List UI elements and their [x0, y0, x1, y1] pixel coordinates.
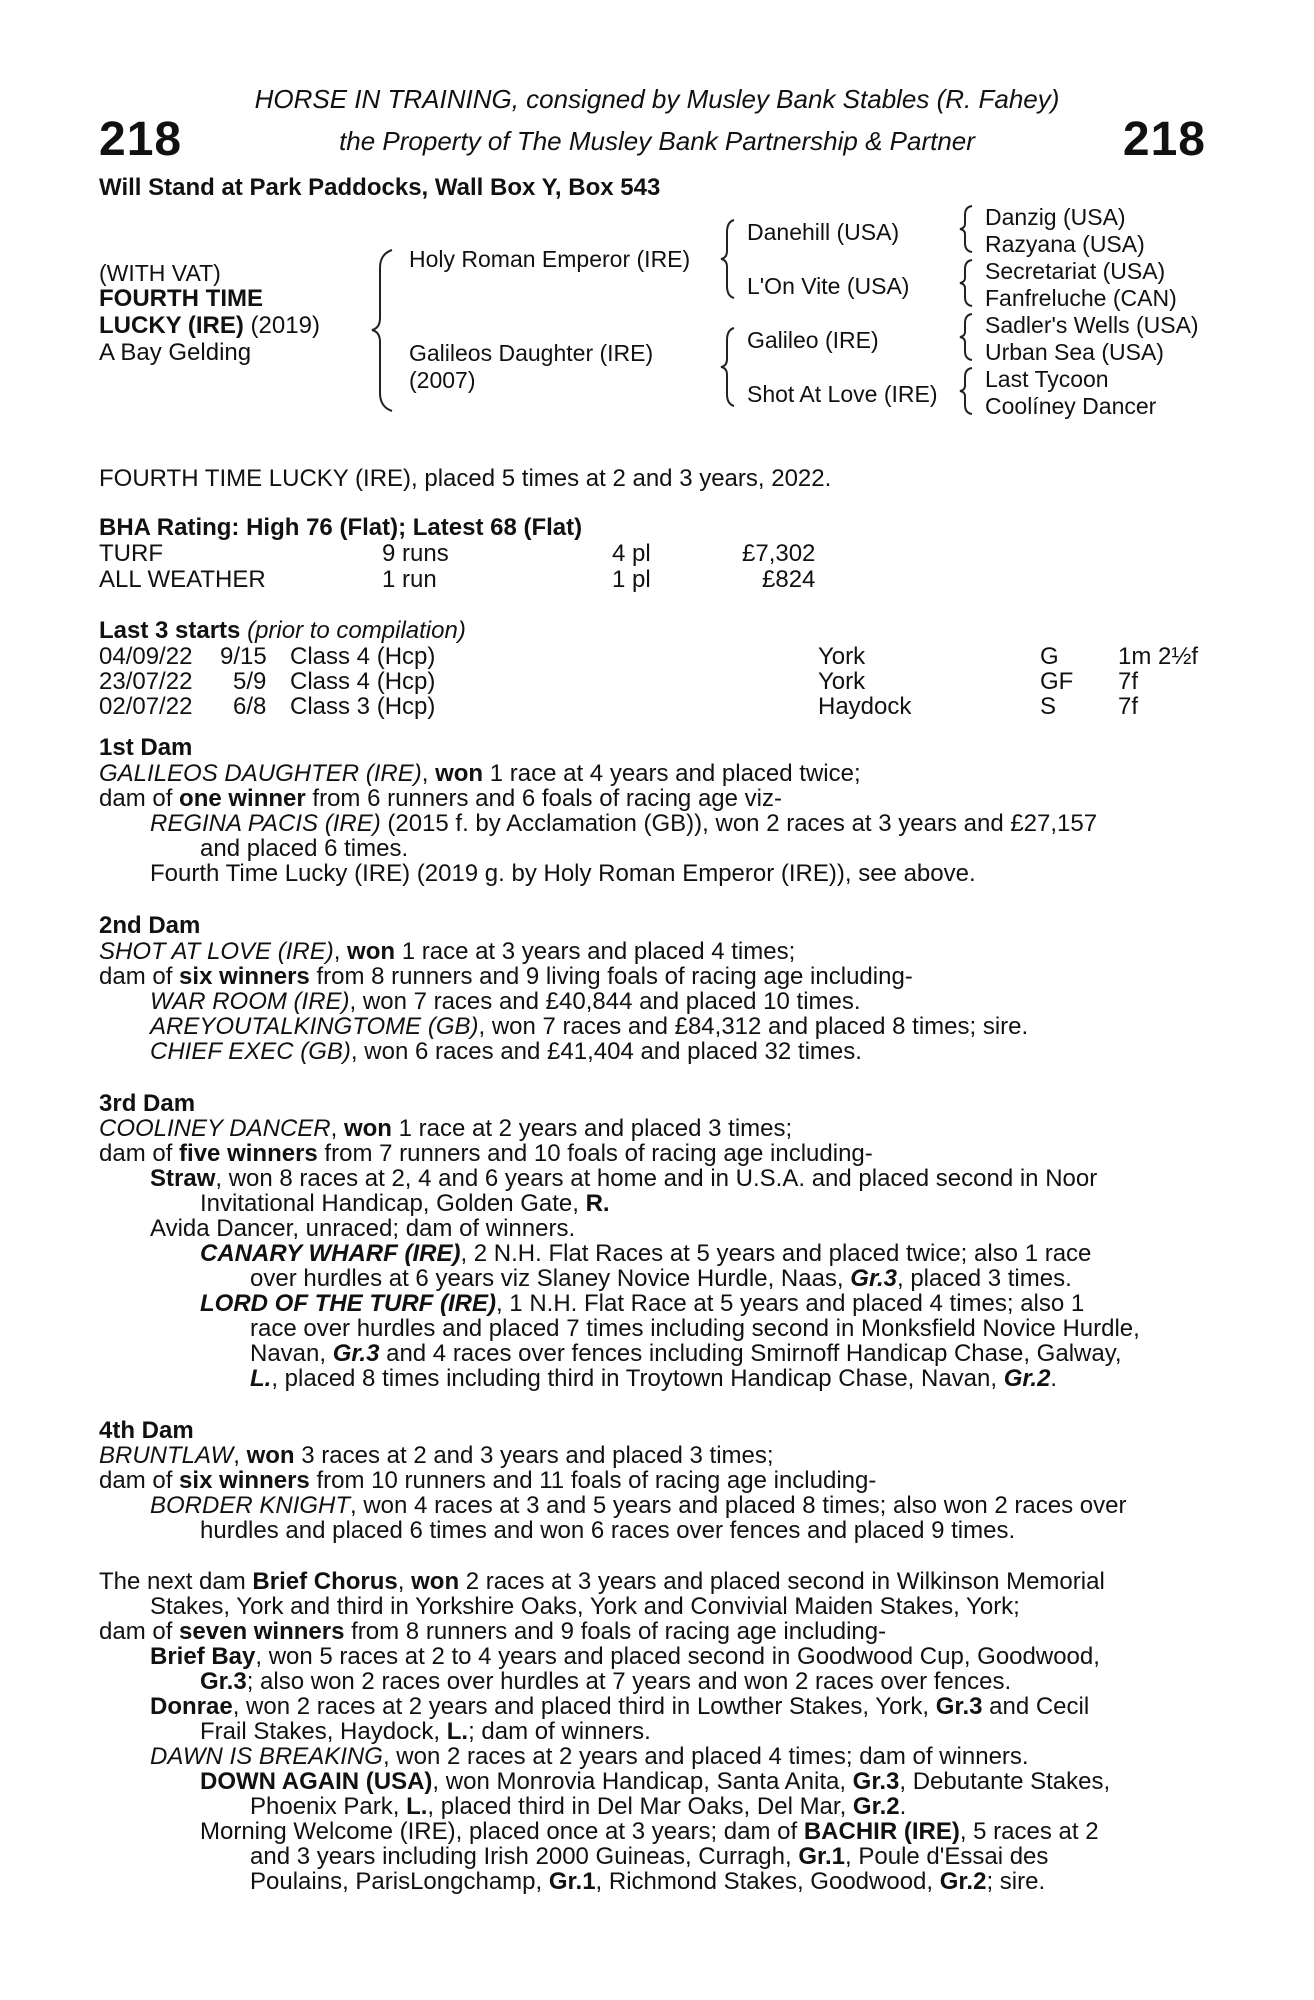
dam4-line: [99, 1467, 876, 1495]
pedigree-sds: Secretariat (USA): [985, 258, 1166, 284]
text-run: Gr.3: [850, 1265, 897, 1292]
start-position: 6/8: [233, 693, 267, 720]
text-run: seven winners: [179, 1618, 345, 1645]
text-run: from 8 runners and 9 foals of racing age including-: [344, 1618, 887, 1645]
text-run: , 1 N.H. Flat Race at 5 years and placed 4 times; also 1: [495, 1290, 1085, 1317]
rating-surface-aw: ALL WEATHER: [99, 566, 266, 593]
text-run: LORD OF THE TURF (IRE): [200, 1290, 496, 1317]
rating-prize-aw: £824: [762, 566, 816, 593]
text-run: Gr.3: [332, 1340, 380, 1367]
text-run: L.: [446, 1718, 469, 1745]
start-going: GF: [1040, 668, 1074, 695]
pedigree-ssd: Razyana (USA): [985, 231, 1145, 257]
start-going: S: [1040, 693, 1057, 720]
text-run: , placed third in Del Mar Oaks, Del Mar,: [427, 1793, 853, 1820]
dam1-line: Fourth Time Lucky (IRE) (2019 g. by Holy Roman Emperor (IRE)), see above.: [150, 860, 976, 887]
text-run: 2 races at 3 years and placed second in Wilkinson Memorial: [459, 1568, 1105, 1595]
start-course: Haydock: [818, 693, 912, 720]
text-run: Donrae: [150, 1693, 233, 1720]
text-run: , Debutante Stakes,: [899, 1768, 1111, 1795]
text-run: , placed 8 times including third in Troytown Handicap Chase, Navan,: [271, 1365, 1004, 1392]
text-run: , Poule d'Essai des: [845, 1843, 1049, 1870]
consignor-line: HORSE IN TRAINING, consigned by Musley Bank Stables (R. Fahey): [254, 84, 1060, 114]
horse-name-line1: FOURTH TIME: [99, 285, 263, 312]
pedigree-brace-dd: [957, 366, 977, 416]
pedigree-sire-sire: Danehill (USA): [747, 219, 900, 245]
text-run: Gr.2: [1003, 1365, 1051, 1392]
text-run: BACHIR (IRE): [803, 1818, 960, 1845]
pedigree-brace-ds: [957, 312, 977, 362]
text-run: .: [899, 1793, 907, 1820]
text-run: won: [246, 1442, 295, 1469]
text-run: from 8 runners and 9 living foals of racing age including-: [309, 963, 913, 990]
text-run: and Cecil: [982, 1693, 1090, 1720]
dam3-line: [250, 1265, 1072, 1293]
text-run: GALILEOS DAUGHTER (IRE): [99, 760, 422, 787]
text-run: R.: [585, 1190, 610, 1217]
nextdam-line: [200, 1768, 1110, 1796]
pedigree-dds: Last Tycoon: [985, 366, 1109, 392]
text-run: SHOT AT LOVE (IRE): [99, 938, 334, 965]
text-run: , won 7 races and £40,844 and placed 10 times.: [349, 988, 861, 1015]
property-line: the Property of The Musley Bank Partnership & Partner: [339, 126, 975, 156]
text-run: WAR ROOM (IRE): [150, 988, 350, 1015]
text-run: L.: [406, 1793, 428, 1820]
nextdam-line: [150, 1643, 1100, 1671]
text-run: BORDER KNIGHT: [150, 1492, 351, 1519]
text-run: won: [347, 938, 396, 965]
text-run: ,: [421, 760, 436, 787]
dam1-heading: 1st Dam: [99, 734, 193, 761]
text-run: ; dam of winners.: [468, 1718, 651, 1745]
text-run: and 3 years including Irish 2000 Guineas, Curragh,: [250, 1843, 799, 1870]
text-run: (2015 f. by Acclamation (GB)), won 2 races at 3 years and £27,157: [380, 810, 1098, 837]
dam3-line: [200, 1190, 610, 1218]
text-run: from 7 runners and 10 foals of racing age including-: [317, 1140, 873, 1167]
text-run: dam of: [99, 1140, 180, 1167]
text-run: BRUNTLAW: [99, 1442, 234, 1469]
text-run: Gr.1: [798, 1843, 846, 1870]
text-run: 1 race at 2 years and placed 3 times;: [391, 1115, 793, 1142]
text-run: , Richmond Stakes, Goodwood,: [595, 1868, 940, 1895]
start-date: 23/07/22: [99, 668, 193, 695]
start-distance: 7f: [1118, 668, 1139, 695]
text-run: six winners: [179, 963, 310, 990]
text-run: from 10 runners and 11 foals of racing age including-: [309, 1467, 877, 1494]
dam1-line: [99, 785, 782, 813]
lot-number-right: 218: [1122, 113, 1206, 166]
text-run: Gr.3: [935, 1693, 983, 1720]
text-run: , 5 races at 2: [959, 1818, 1099, 1845]
start-class: Class 3 (Hcp): [290, 693, 436, 720]
text-run: Brief Chorus: [252, 1568, 398, 1595]
pedigree-dsd: Urban Sea (USA): [985, 339, 1164, 365]
text-run: one winner: [179, 785, 306, 812]
text-run: dam of: [99, 1467, 180, 1494]
text-run: , 2 N.H. Flat Races at 5 years and placed twice; also 1 race: [460, 1240, 1092, 1267]
dam3-line: [250, 1365, 1057, 1393]
last-starts-note: (prior to compilation): [240, 617, 466, 644]
text-run: 3 races at 2 and 3 years and placed 3 times;: [294, 1442, 774, 1469]
vat-note: (WITH VAT): [99, 260, 221, 286]
nextdam-line: [250, 1793, 906, 1821]
text-run: and 4 races over fences including Smirnoff Handicap Chase, Galway,: [379, 1340, 1122, 1367]
text-run: 1 race at 4 years and placed twice;: [483, 760, 861, 787]
text-run: from 6 runners and 6 foals of racing age viz-: [305, 785, 782, 812]
pedigree-dam-sire: Galileo (IRE): [747, 327, 879, 353]
nextdam-line: [250, 1843, 1048, 1871]
text-run: CHIEF EXEC (GB): [150, 1038, 351, 1065]
dam2-line: [99, 963, 913, 991]
dam3-line: [99, 1115, 792, 1143]
text-run: COOLINEY DANCER: [99, 1115, 331, 1142]
text-run: over hurdles at 6 years viz Slaney Novice Hurdle, Naas,: [250, 1265, 851, 1292]
nextdam-line: [200, 1718, 651, 1746]
start-course: York: [818, 643, 866, 670]
dam4-line: [99, 1442, 774, 1470]
text-run: ,: [233, 1442, 247, 1469]
text-run: ; also won 2 races over hurdles at 7 years and won 2 races over fences.: [246, 1668, 1012, 1695]
pedigree-dam-year: (2007): [409, 367, 476, 393]
text-run: dam of: [99, 963, 180, 990]
horse-year: (2019): [243, 312, 320, 339]
dam2-line: [150, 988, 861, 1016]
last-starts-heading: [99, 617, 466, 645]
text-run: won: [343, 1115, 392, 1142]
text-run: , won 8 races at 2, 4 and 6 years at home and in U.S.A. and placed second in Noor: [215, 1165, 1098, 1192]
pedigree-brace-ss: [957, 204, 977, 254]
text-run: ,: [330, 1115, 344, 1142]
text-run: CANARY WHARF (IRE): [200, 1240, 461, 1267]
text-run: Gr.2: [939, 1868, 987, 1895]
pedigree-sdd: Fanfreluche (CAN): [985, 285, 1177, 311]
dam1-line: [99, 760, 861, 788]
pedigree-ddd: Coolíney Dancer: [985, 393, 1157, 419]
rating-runs-aw: 1 run: [382, 566, 437, 593]
lot-number-left: 218: [99, 113, 183, 166]
text-run: Poulains, ParisLongchamp,: [250, 1868, 549, 1895]
bha-rating: BHA Rating: High 76 (Flat); Latest 68 (Flat): [99, 514, 583, 541]
text-run: Invitational Handicap, Golden Gate,: [200, 1190, 586, 1217]
text-run: REGINA PACIS (IRE): [150, 810, 381, 837]
dam2-line: [150, 1038, 862, 1066]
text-run: , won Monrovia Handicap, Santa Anita,: [432, 1768, 853, 1795]
dam1-line: [150, 810, 1097, 838]
text-run: Morning Welcome (IRE), placed once at 3 years; dam of: [200, 1818, 804, 1845]
text-run: , won 2 races at 2 years and placed third in Lowther Stakes, York,: [232, 1693, 936, 1720]
dam4-heading: 4th Dam: [99, 1417, 194, 1444]
text-run: Gr.1: [548, 1868, 596, 1895]
text-run: ,: [333, 938, 348, 965]
text-run: dam of: [99, 1618, 180, 1645]
text-run: AREYOUTALKINGTOME (GB): [150, 1013, 479, 1040]
dam3-line: [150, 1165, 1097, 1193]
text-run: five winners: [179, 1140, 318, 1167]
dam2-line: [150, 1013, 1028, 1041]
dam3-heading: 3rd Dam: [99, 1090, 196, 1117]
pedigree-dam: Galileos Daughter (IRE): [409, 340, 654, 366]
nextdam-line: [250, 1868, 1045, 1896]
start-going: G: [1040, 643, 1059, 670]
start-class: Class 4 (Hcp): [290, 643, 436, 670]
text-run: , won 7 races and £84,312 and placed 8 times; sire.: [478, 1013, 1029, 1040]
text-run: Brief Bay: [150, 1643, 256, 1670]
text-run: won: [435, 760, 484, 787]
dam3-line: [250, 1340, 1122, 1368]
rating-prize-turf: £7,302: [742, 540, 816, 567]
text-run: 1 race at 3 years and placed 4 times;: [395, 938, 796, 965]
pedigree-dam-dam: Shot At Love (IRE): [747, 381, 938, 407]
start-distance: 7f: [1118, 693, 1139, 720]
text-run: Gr.3: [200, 1668, 247, 1695]
text-run: Gr.2: [852, 1793, 900, 1820]
pedigree-brace-sd: [957, 258, 977, 308]
pedigree-dss: Sadler's Wells (USA): [985, 312, 1199, 338]
rating-placed-turf: 4 pl: [612, 540, 651, 567]
last-starts-title: Last 3 starts: [99, 617, 241, 644]
nextdam-line: [150, 1693, 1089, 1721]
nextdam-line: [99, 1618, 886, 1646]
text-run: The next dam: [99, 1568, 253, 1595]
text-run: DOWN AGAIN (USA): [200, 1768, 433, 1795]
rating-placed-aw: 1 pl: [612, 566, 651, 593]
text-run: Frail Stakes, Haydock,: [200, 1718, 447, 1745]
dam1-line: and placed 6 times.: [200, 835, 409, 862]
pedigree-brace-main: [370, 248, 400, 413]
stand-line: Will Stand at Park Paddocks, Wall Box Y, Box 543: [99, 174, 661, 201]
text-run: , won 4 races at 3 and 5 years and placed 8 times; also won 2 races over: [350, 1492, 1127, 1519]
text-run: , won 2 races at 2 years and placed 4 times; dam of winners.: [382, 1743, 1029, 1770]
pedigree-sss: Danzig (USA): [985, 204, 1126, 230]
dam4-line: [150, 1492, 1126, 1520]
text-run: ,: [397, 1568, 412, 1595]
pedigree-sire: Holy Roman Emperor (IRE): [409, 246, 691, 272]
text-run: Navan,: [250, 1340, 333, 1367]
text-run: won: [411, 1568, 460, 1595]
nextdam-line: Stakes, York and third in Yorkshire Oaks, York and Convivial Maiden Stakes, York;: [150, 1593, 1020, 1620]
text-run: Gr.3: [852, 1768, 900, 1795]
nextdam-line: [200, 1668, 1011, 1696]
pedigree-sire-dam: L'On Vite (USA): [747, 273, 910, 299]
nextdam-line: [200, 1818, 1099, 1846]
pedigree-brace-dam: [718, 326, 738, 408]
text-run: six winners: [179, 1467, 310, 1494]
rating-runs-turf: 9 runs: [382, 540, 449, 567]
text-run: Phoenix Park,: [250, 1793, 407, 1820]
text-run: L.: [250, 1365, 272, 1392]
start-date: 02/07/22: [99, 693, 193, 720]
nextdam-line: [99, 1568, 1105, 1596]
pedigree-brace-sire: [718, 218, 738, 300]
dam2-line: [99, 938, 795, 966]
start-distance: 1m 2½f: [1118, 643, 1199, 670]
rating-surface-turf: TURF: [99, 540, 163, 567]
start-course: York: [818, 668, 866, 695]
dam3-line: [99, 1140, 873, 1168]
text-run: , placed 3 times.: [896, 1265, 1072, 1292]
text-run: Straw: [150, 1165, 216, 1192]
dam3-line: race over hurdles and placed 7 times including second in Monksfield Novice Hurdle,: [250, 1315, 1140, 1342]
horse-name: LUCKY (IRE): [99, 312, 244, 339]
dam3-line: Avida Dancer, unraced; dam of winners.: [150, 1215, 576, 1242]
text-run: ; sire.: [986, 1868, 1046, 1895]
start-class: Class 4 (Hcp): [290, 668, 436, 695]
dam3-line: [200, 1290, 1084, 1318]
dam4-line: hurdles and placed 6 times and won 6 races over fences and placed 9 times.: [200, 1517, 1016, 1544]
text-run: , won 5 races at 2 to 4 years and placed second in Goodwood Cup, Goodwood,: [255, 1643, 1100, 1670]
text-run: .: [1050, 1365, 1058, 1392]
text-run: , won 6 races and £41,404 and placed 32 times.: [350, 1038, 862, 1065]
start-date: 04/09/22: [99, 643, 193, 670]
dam3-line: [200, 1240, 1091, 1268]
race-summary: FOURTH TIME LUCKY (IRE), placed 5 times at 2 and 3 years, 2022.: [99, 465, 832, 492]
start-position: 9/15: [220, 643, 267, 670]
horse-description: A Bay Gelding: [99, 339, 252, 366]
dam2-heading: 2nd Dam: [99, 912, 201, 939]
horse-name-line2: [99, 312, 320, 340]
text-run: dam of: [99, 785, 180, 812]
text-run: DAWN IS BREAKING: [150, 1743, 383, 1770]
start-position: 5/9: [233, 668, 267, 695]
nextdam-line: [150, 1743, 1029, 1771]
